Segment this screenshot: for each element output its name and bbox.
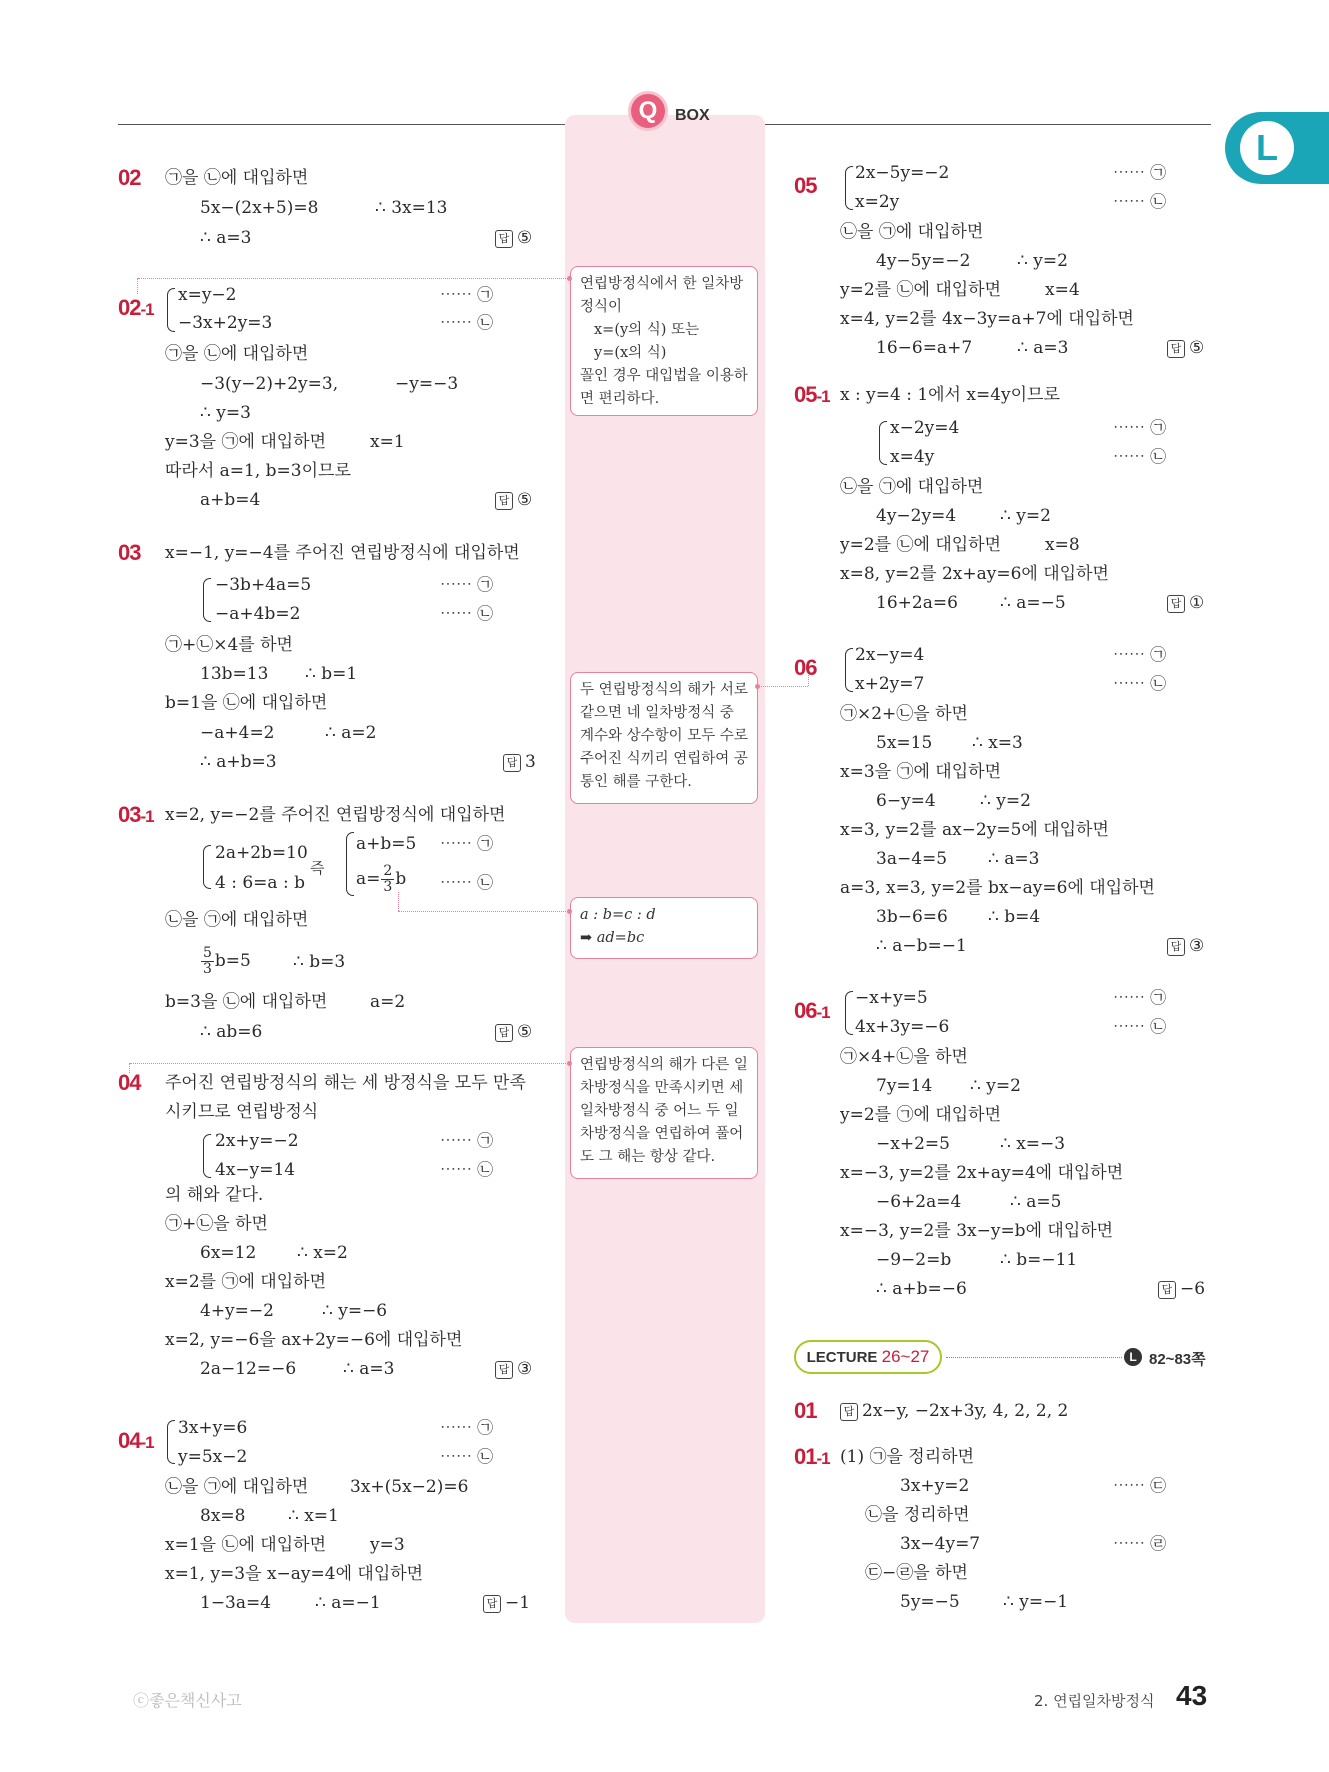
p04-mark-2: ⋯⋯ ㉡ — [440, 1160, 494, 1179]
problem-number-02: 02 — [118, 165, 141, 190]
p02-1-line-8: a+b=4 — [200, 490, 261, 510]
p03-sys-1: −3b+4a=5 — [215, 575, 312, 595]
lecture-circle-icon: L — [1124, 1348, 1142, 1366]
p04-1-sys-2: y=5x−2 — [178, 1447, 248, 1467]
p04-line-6: ∴ x=2 — [297, 1243, 348, 1263]
answer-icon: 답 — [1167, 340, 1185, 358]
p05-1-mark-1: ⋯⋯ ㉠ — [1113, 418, 1167, 437]
header-rule-right — [765, 124, 1211, 125]
p05-1-mark-2: ⋯⋯ ㉡ — [1113, 447, 1167, 466]
note-same-solution: 두 연립방정식의 해가 서로 같으면 네 일차방정식 중 계수와 상수항이 모두 수로 주어진 식끼리 연립하여 공 통인 해를 구한다. — [570, 672, 758, 804]
problem-number-05: 05 — [794, 173, 817, 198]
p05-1-answer — [1167, 593, 1204, 613]
p06-line-10: a=3, x=3, y=2를 bx−ay=6에 대입하면 — [840, 878, 1155, 898]
p03-line-5: b=1을 ㉡에 대입하면 — [165, 693, 328, 713]
p03-1-line-7: ∴ ab=6 — [200, 1022, 263, 1042]
p05-sys-2: x=2y — [855, 192, 900, 212]
note-ratio: a : b=c : d ➡ ad=bc — [570, 897, 758, 959]
p04-line-11: 2a−12=−6 — [200, 1359, 297, 1379]
problem-number-03-1: 03-1 — [118, 802, 154, 827]
p03-line-3: 13b=13 — [200, 664, 269, 684]
p06-answer — [1167, 936, 1204, 956]
p06-1-mark-1: ⋯⋯ ㉠ — [1113, 988, 1167, 1007]
p06-1-line-12: ∴ b=−11 — [1000, 1250, 1078, 1270]
p04-mark-1: ⋯⋯ ㉠ — [440, 1131, 494, 1150]
footer-chapter: 2. 연립일차방정식 — [1034, 1692, 1155, 1710]
problem-number-04-1: 04-1 — [118, 1428, 154, 1453]
header-rule-left — [118, 124, 565, 125]
answer-icon: 답 — [483, 1595, 501, 1613]
p03-1-line-6: a=2 — [370, 992, 406, 1012]
p06-1-line-3: ∴ y=2 — [970, 1076, 1021, 1096]
p03-1-brace-b — [346, 832, 354, 896]
p04-answer — [495, 1359, 532, 1379]
p06-line-7: x=3, y=2를 ax−2y=5에 대입하면 — [840, 820, 1109, 840]
p04-1-line-6: y=3 — [370, 1535, 405, 1555]
p05-mark-1: ⋯⋯ ㉠ — [1113, 163, 1167, 182]
p06-1-answer — [1158, 1279, 1205, 1299]
p05-line-8: ∴ a=3 — [1017, 338, 1069, 358]
p04-line-1: 주어진 연립방정식의 해는 세 방정식을 모두 만족 — [165, 1073, 526, 1093]
answer-icon: 답 — [503, 754, 521, 772]
p05-sys-1: 2x−5y=−2 — [855, 163, 950, 183]
lecture-range: 26~27 — [881, 1347, 930, 1366]
p01-1-line-5: ㉢−㉣을 하면 — [865, 1563, 968, 1583]
answer-icon: 답 — [1167, 938, 1185, 956]
p06-1-line-7: x=−3, y=2를 2x+ay=4에 대입하면 — [840, 1163, 1124, 1183]
answer-icon: 답 — [840, 1403, 858, 1421]
p03-brace — [203, 578, 211, 622]
p04-1-line-4: ∴ x=1 — [288, 1506, 339, 1526]
p04-1-line-1: ㉡을 ㉠에 대입하면 — [165, 1477, 309, 1497]
box-label: BOX — [675, 107, 710, 124]
p06-1-sys-2: 4x+3y=−6 — [855, 1017, 950, 1037]
lecture-badge — [794, 1340, 942, 1374]
p06-line-5: 6−y=4 — [876, 791, 936, 811]
p04-line-9: ∴ y=−6 — [322, 1301, 388, 1321]
p06-line-12: ∴ b=4 — [988, 907, 1041, 927]
fraction-five-thirds: $\frac{5}{3}$ — [203, 945, 212, 977]
p06-1-line-13: ∴ a+b=−6 — [876, 1279, 967, 1299]
p02-1-mark-2: ⋯⋯ ㉡ — [440, 313, 494, 332]
note-substitution-method: 연립방정식에서 한 일차방 정식이 x=(y의 식) 또는 y=(x의 식) 꼴인 경우 대입법을 이용하 면 편리하다. — [570, 266, 758, 416]
p05-line-6: x=4, y=2를 4x−3y=a+7에 대입하면 — [840, 309, 1134, 329]
problem-number-03: 03 — [118, 540, 141, 565]
p06-1-line-2: 7y=14 — [876, 1076, 933, 1096]
p06-line-2: 5x=15 — [876, 733, 933, 753]
p04-1-line-7: x=1, y=3을 x−ay=4에 대입하면 — [165, 1564, 424, 1584]
p06-1-line-11: −9−2=b — [876, 1250, 952, 1270]
answer-value: ① — [1189, 593, 1205, 613]
p03-1-line-2: ㉡을 ㉠에 대입하면 — [165, 910, 309, 930]
p06-1-sys-1: −x+y=5 — [855, 988, 928, 1008]
p02-1-sys-2: −3x+2y=3 — [178, 313, 273, 333]
answer-value: ⑤ — [517, 228, 533, 248]
answer-value: ③ — [517, 1359, 533, 1379]
p04-1-line-8: 1−3a=4 — [200, 1593, 272, 1613]
answer-value: −6 — [1180, 1279, 1206, 1299]
p04-line-4: ㉠+㉡을 하면 — [165, 1214, 268, 1234]
connector-02-1 — [138, 278, 570, 279]
p04-line-7: x=2를 ㉠에 대입하면 — [165, 1272, 326, 1292]
p01-1-line-3: ㉡을 정리하면 — [865, 1505, 970, 1525]
p06-line-11: 3b−6=6 — [876, 907, 948, 927]
p06-1-mark-2: ⋯⋯ ㉡ — [1113, 1017, 1167, 1036]
page-number: 43 — [1176, 1680, 1208, 1711]
p03-answer — [503, 752, 536, 772]
p06-line-13: ∴ a−b=−1 — [876, 936, 967, 956]
p05-1-sys-1: x−2y=4 — [890, 418, 960, 438]
p05-line-4: y=2를 ㉡에 대입하면 — [840, 280, 1002, 300]
p06-1-line-5: −x+2=5 — [876, 1134, 950, 1154]
problem-number-02-1: 02-1 — [118, 295, 154, 320]
p04-line-8: 4+y=−2 — [200, 1301, 274, 1321]
p03-1-mark-2: ⋯⋯ ㉡ — [440, 873, 494, 892]
p05-line-2: 4y−5y=−2 — [876, 251, 971, 271]
problem-number-01-1: 01-1 — [794, 1444, 830, 1469]
p02-1-line-3: −y=−3 — [395, 374, 459, 394]
answer-value: 3 — [525, 752, 536, 772]
connector-04 — [130, 1063, 570, 1064]
answer-icon: 답 — [495, 492, 513, 510]
p01-1-line-4: 3x−4y=7 — [900, 1534, 981, 1554]
answer-value: ⑤ — [517, 1022, 533, 1042]
fraction-two-thirds: $\frac{2}{3}$ — [383, 863, 393, 895]
answer-value: ⑤ — [517, 490, 533, 510]
p01-1-mark-2: ⋯⋯ ㉣ — [1113, 1534, 1167, 1553]
problem-number-04: 04 — [118, 1070, 141, 1095]
p03-1-sys-b-1: a+b=5 — [356, 834, 417, 854]
p03-sys-2: −a+4b=2 — [215, 604, 301, 624]
p05-1-line-9: ∴ a=−5 — [1000, 593, 1066, 613]
answer-icon: 답 — [1167, 595, 1185, 613]
p02-1-line-7: 따라서 a=1, b=3이므로 — [165, 461, 351, 481]
p02-line-1: ㉠을 ㉡에 대입하면 — [165, 168, 309, 188]
p06-1-line-4: y=2를 ㉠에 대입하면 — [840, 1105, 1002, 1125]
p04-1-line-2: 3x+(5x−2)=6 — [350, 1477, 469, 1497]
p06-line-9: ∴ a=3 — [988, 849, 1040, 869]
side-tab-circle — [1240, 121, 1294, 175]
p02-1-brace — [167, 288, 175, 332]
connector-dot — [567, 276, 572, 281]
answer-value: −1 — [505, 1593, 531, 1613]
p06-sys-2: x+2y=7 — [855, 674, 925, 694]
answer-icon: 답 — [495, 1361, 513, 1379]
p04-1-line-5: x=1을 ㉡에 대입하면 — [165, 1535, 326, 1555]
p06-1-line-6: ∴ x=−3 — [1000, 1134, 1066, 1154]
p05-1-line-6: x=8 — [1045, 535, 1080, 555]
p06-brace — [845, 648, 853, 692]
p04-line-10: x=2, y=−6을 ax+2y=−6에 대입하면 — [165, 1330, 463, 1350]
answer-icon: 답 — [495, 230, 513, 248]
p01-1-line-1: (1) ㉠을 정리하면 — [840, 1447, 974, 1467]
p02-1-mark-1: ⋯⋯ ㉠ — [440, 285, 494, 304]
p06-line-6: ∴ y=2 — [980, 791, 1031, 811]
p05-answer — [1167, 338, 1204, 358]
p04-sys-2: 4x−y=14 — [215, 1160, 296, 1180]
p03-1-answer — [495, 1022, 532, 1042]
p06-line-1: ㉠×2+㉡을 하면 — [840, 704, 968, 724]
connector-03-1-drop — [398, 892, 399, 911]
p03-1-line-3: $\frac{5}{3}$ b=5 — [203, 945, 251, 977]
connector-dot — [567, 909, 572, 914]
p06-1-line-1: ㉠×4+㉡을 하면 — [840, 1047, 968, 1067]
p03-line-8: ∴ a+b=3 — [200, 752, 277, 772]
p04-1-answer — [483, 1593, 530, 1613]
p05-1-line-7: x=8, y=2를 2x+ay=6에 대입하면 — [840, 564, 1109, 584]
answer-icon: 답 — [1158, 1281, 1176, 1299]
p05-line-3: ∴ y=2 — [1017, 251, 1068, 271]
p05-1-line-2: ㉡을 ㉠에 대입하면 — [840, 477, 984, 497]
answer-value: ③ — [1189, 936, 1205, 956]
p06-1-brace — [845, 991, 853, 1035]
p03-1-line-5: b=3을 ㉡에 대입하면 — [165, 992, 328, 1012]
p03-1-brace-a — [203, 845, 211, 889]
p06-mark-2: ⋯⋯ ㉡ — [1113, 674, 1167, 693]
lecture-pages: 82~83쪽 — [1149, 1351, 1206, 1368]
p03-1-jeuk: 즉 — [310, 859, 325, 877]
p02-1-line-6: x=1 — [370, 432, 405, 452]
p04-sys-1: 2x+y=−2 — [215, 1131, 299, 1151]
tab-letter: L — [1256, 127, 1278, 168]
p05-1-sys-2: x=4y — [890, 447, 935, 467]
p01-1-line-2: 3x+y=2 — [900, 1476, 970, 1496]
p06-line-4: x=3을 ㉠에 대입하면 — [840, 762, 1001, 782]
p02-line-2: 5x−(2x+5)=8 — [200, 198, 319, 218]
p04-1-sys-1: 3x+y=6 — [178, 1418, 248, 1438]
p05-1-line-8: 16+2a=6 — [876, 593, 958, 613]
p06-1-line-9: ∴ a=5 — [1010, 1192, 1062, 1212]
p04-1-brace — [167, 1420, 175, 1464]
p05-line-1: ㉡을 ㉠에 대입하면 — [840, 222, 984, 242]
problem-number-05-1: 05-1 — [794, 382, 830, 407]
p04-line-5: 6x=12 — [200, 1243, 257, 1263]
answer-icon: 답 — [495, 1024, 513, 1042]
p06-line-8: 3a−4=5 — [876, 849, 948, 869]
p06-1-line-8: −6+2a=4 — [876, 1192, 962, 1212]
p04-1-mark-1: ⋯⋯ ㉠ — [440, 1418, 494, 1437]
p03-1-sys-a-1: 2a+2b=10 — [215, 843, 308, 863]
p05-brace — [845, 166, 853, 210]
answer-value: ⑤ — [1189, 338, 1205, 358]
footer-copyright: ⓒ좋은책신사고 — [133, 1691, 242, 1710]
problem-number-06-1: 06-1 — [794, 998, 830, 1023]
lecture-dotted-line — [946, 1357, 1122, 1358]
p05-1-line-1: x : y=4 : 1에서 x=4y이므로 — [840, 385, 1060, 405]
p02-1-sys-1: x=y−2 — [178, 285, 237, 305]
p02-1-line-5: y=3을 ㉠에 대입하면 — [165, 432, 327, 452]
p03-1-line-4: ∴ b=3 — [293, 952, 346, 972]
note-three-equations: 연립방정식의 해가 다른 일 차방정식을 만족시키면 세 일차방정식 중 어느 두 일 차방정식을 연립하여 풀어 도 그 해는 항상 같다. — [570, 1047, 758, 1179]
connector-03-1 — [398, 911, 570, 912]
p03-mark-2: ⋯⋯ ㉡ — [440, 604, 494, 623]
p03-1-sys-a-2: 4 : 6=a : b — [215, 873, 305, 893]
p05-line-7: 16−6=a+7 — [876, 338, 973, 358]
p06-line-3: ∴ x=3 — [972, 733, 1023, 753]
p03-1-line-1: x=2, y=−2를 주어진 연립방정식에 대입하면 — [165, 805, 506, 825]
p01-1-line-6: 5y=−5 — [900, 1592, 960, 1612]
lecture-label: LECTURE — [806, 1349, 878, 1366]
q-box-badge — [628, 91, 668, 131]
problem-number-06: 06 — [794, 655, 817, 680]
p02-1-line-1: ㉠을 ㉡에 대입하면 — [165, 344, 309, 364]
p01-1-mark-1: ⋯⋯ ㉢ — [1113, 1476, 1167, 1495]
p05-line-5: x=4 — [1045, 280, 1080, 300]
connector-02-1-drop — [137, 278, 138, 294]
p03-line-1: x=−1, y=−4를 주어진 연립방정식에 대입하면 — [165, 543, 520, 563]
q-letter: Q — [638, 97, 658, 124]
p04-line-3: 의 해와 같다. — [165, 1185, 264, 1205]
p03-line-4: ∴ b=1 — [305, 664, 358, 684]
p02-1-answer — [495, 490, 532, 510]
p05-1-line-4: ∴ y=2 — [1000, 506, 1051, 526]
p03-1-mark-1: ⋯⋯ ㉠ — [440, 834, 494, 853]
p04-brace — [203, 1134, 211, 1178]
answer-value: 2x−y, −2x+3y, 4, 2, 2, 2 — [862, 1401, 1069, 1421]
p02-line-4: ∴ a=3 — [200, 228, 252, 248]
p05-1-brace — [879, 421, 887, 465]
p05-1-line-5: y=2를 ㉡에 대입하면 — [840, 535, 1002, 555]
connector-04-drop — [129, 1063, 130, 1073]
p06-mark-1: ⋯⋯ ㉠ — [1113, 645, 1167, 664]
p05-mark-2: ⋯⋯ ㉡ — [1113, 192, 1167, 211]
p03-1-sys-b-2: a= $\frac{2}{3}$ b — [356, 863, 407, 895]
p04-line-2: 시키므로 연립방정식 — [165, 1102, 319, 1122]
p02-answer — [495, 228, 532, 248]
p03-line-2: ㉠+㉡×4를 하면 — [165, 635, 293, 655]
p03-line-6: −a+4=2 — [200, 723, 275, 743]
connector-dot — [567, 1061, 572, 1066]
p06-1-line-10: x=−3, y=2를 3x−y=b에 대입하면 — [840, 1221, 1114, 1241]
p01-1-line-7: ∴ y=−1 — [1003, 1592, 1069, 1612]
p02-1-line-2: −3(y−2)+2y=3, — [200, 374, 339, 394]
p04-1-mark-2: ⋯⋯ ㉡ — [440, 1447, 494, 1466]
p04-1-line-3: 8x=8 — [200, 1506, 246, 1526]
p04-line-12: ∴ a=3 — [343, 1359, 395, 1379]
p05-1-line-3: 4y−2y=4 — [876, 506, 957, 526]
p03-line-7: ∴ a=2 — [325, 723, 377, 743]
p03-mark-1: ⋯⋯ ㉠ — [440, 575, 494, 594]
connector-06 — [758, 686, 808, 687]
connector-dot — [755, 684, 760, 689]
p04-1-line-9: ∴ a=−1 — [315, 1593, 381, 1613]
p01-answer — [840, 1401, 1068, 1421]
p06-sys-1: 2x−y=4 — [855, 645, 925, 665]
p02-1-line-4: ∴ y=3 — [200, 403, 251, 423]
p02-line-3: ∴ 3x=13 — [375, 198, 448, 218]
problem-number-01: 01 — [794, 1398, 817, 1423]
